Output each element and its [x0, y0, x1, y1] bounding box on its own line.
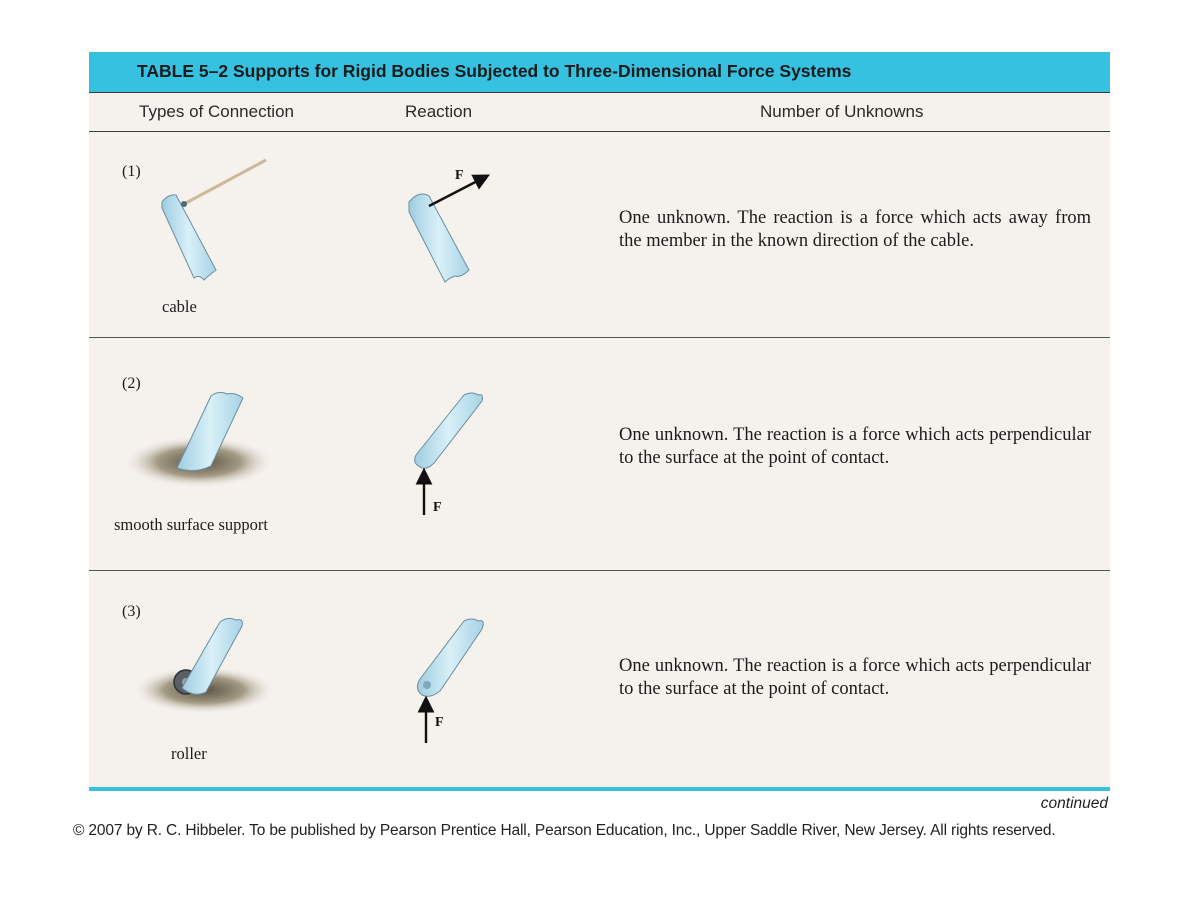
cable-connection-illustration [144, 152, 284, 292]
copyright-notice: © 2007 by R. C. Hibbeler. To be published by Pearson Prentice Hall, Pearson Education, Inc., Upper Saddle River, New Jersey. All rights reserved. [73, 822, 1056, 839]
connection-label: cable [162, 297, 197, 316]
connection-label: smooth surface support [114, 515, 268, 534]
row-divider [89, 570, 1110, 571]
roller-illustration [124, 612, 284, 722]
table-bottom-rule [89, 787, 1110, 791]
roller-pin [423, 681, 431, 689]
row-number: (1) [122, 163, 141, 180]
roller-reaction-illustration [394, 615, 514, 750]
row-divider [89, 337, 1110, 338]
table-title: TABLE 5–2 Supports for Rigid Bodies Subjected to Three-Dimensional Force Systems [137, 61, 852, 81]
row-number: (2) [122, 375, 141, 392]
row-number: (3) [122, 603, 141, 620]
cable-attachment-point [181, 201, 187, 207]
cable-member [162, 195, 216, 280]
column-header-reaction: Reaction [405, 102, 473, 121]
column-header-connection: Types of Connection [139, 102, 294, 121]
continued-note: continued [1040, 795, 1108, 812]
row-description: One unknown. The reaction is a force which acts perpendicular to the surface at the point of contact. [619, 656, 1091, 699]
row-description: One unknown. The reaction is a force which acts perpendicular to the surface at the point of contact. [619, 425, 1091, 468]
cable-line [184, 160, 266, 204]
smooth-surface-reaction-illustration [394, 387, 514, 522]
table-header-row [89, 92, 1110, 132]
connection-label: roller [171, 744, 207, 763]
force-label: F [435, 715, 444, 730]
column-header-unknowns: Number of Unknowns [760, 102, 924, 121]
force-label: F [433, 500, 442, 515]
table-title-bar [89, 52, 1110, 92]
reaction-member [415, 393, 483, 468]
force-label: F [455, 168, 464, 183]
smooth-surface-illustration [119, 382, 279, 502]
reaction-member [409, 194, 469, 282]
row-description: One unknown. The reaction is a force which acts away from the member in the known direction of the cable. [619, 208, 1091, 251]
support-table [89, 52, 1110, 791]
cable-reaction-illustration [389, 160, 509, 290]
